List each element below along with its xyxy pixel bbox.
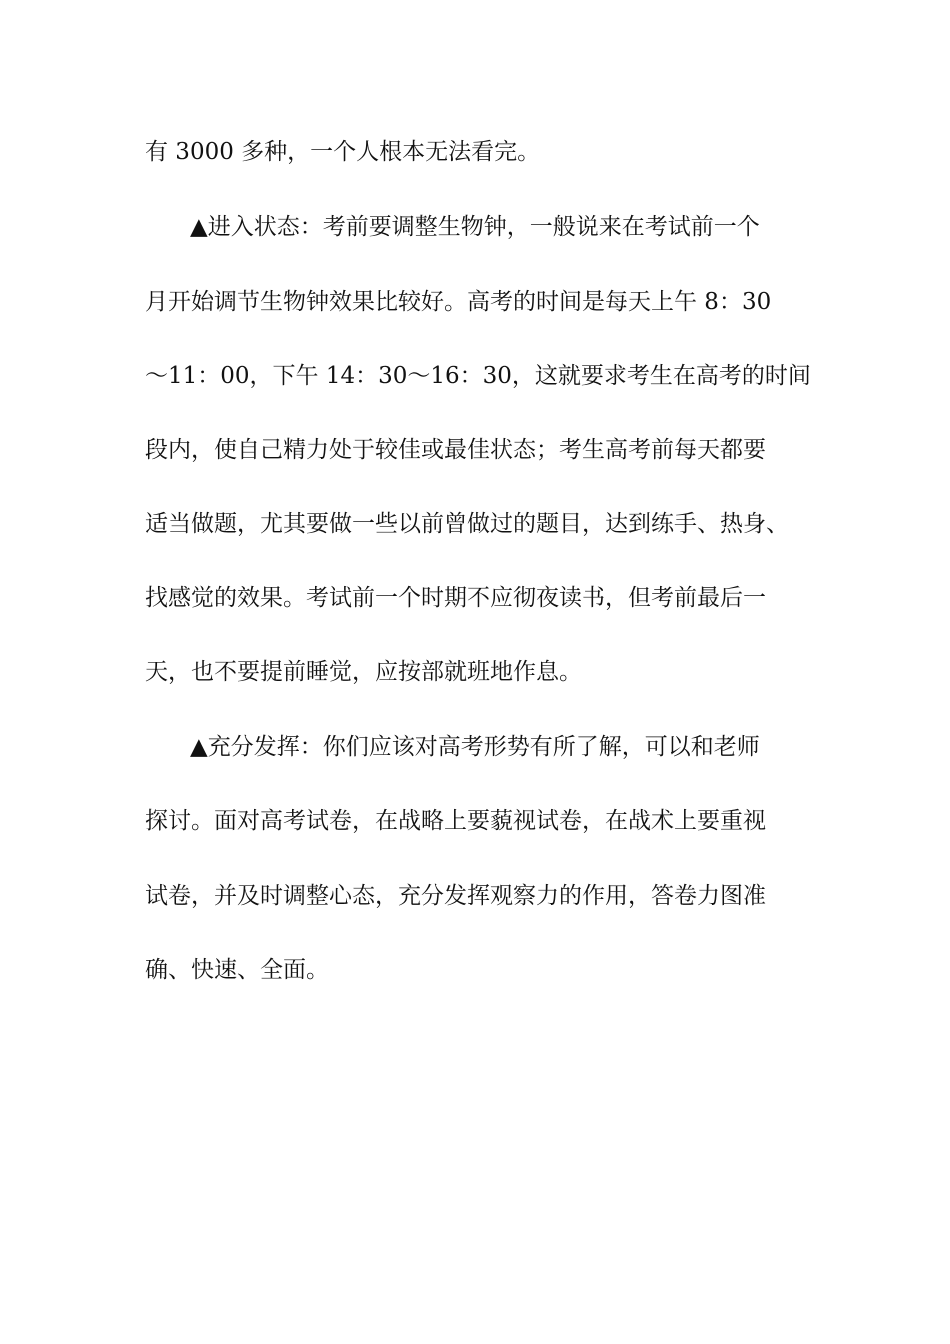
section-heading-full-play: ▲充分发挥：你们应该对高考形势有所了解，可以和老师 [190, 734, 760, 760]
section-heading-enter-state: ▲进入状态：考前要调整生物钟，一般说来在考试前一个 [190, 214, 760, 240]
body-text-line: 探讨。面对高考试卷，在战略上要藐视试卷，在战术上要重视 [145, 808, 766, 834]
body-text-line: 段内，使自己精力处于较佳或最佳状态；考生高考前每天都要 [145, 437, 766, 463]
body-text-line: ～11：00，下午 14：30～16：30，这就要求考生在高考的时间 [145, 363, 811, 389]
body-text-line: 有 3000 多种，一个人根本无法看完。 [145, 139, 541, 165]
body-text-line: 找感觉的效果。考试前一个时期不应彻夜读书，但考前最后一 [145, 585, 766, 611]
body-text-line: 月开始调节生物钟效果比较好。高考的时间是每天上午 8：30 [145, 289, 772, 315]
body-text-line: 试卷，并及时调整心态，充分发挥观察力的作用，答卷力图准 [145, 883, 766, 909]
body-text-line: 确、快速、全面。 [145, 957, 329, 983]
body-text-line: 天，也不要提前睡觉，应按部就班地作息。 [145, 659, 582, 685]
body-text-line: 适当做题，尤其要做一些以前曾做过的题目，达到练手、热身、 [145, 511, 789, 537]
